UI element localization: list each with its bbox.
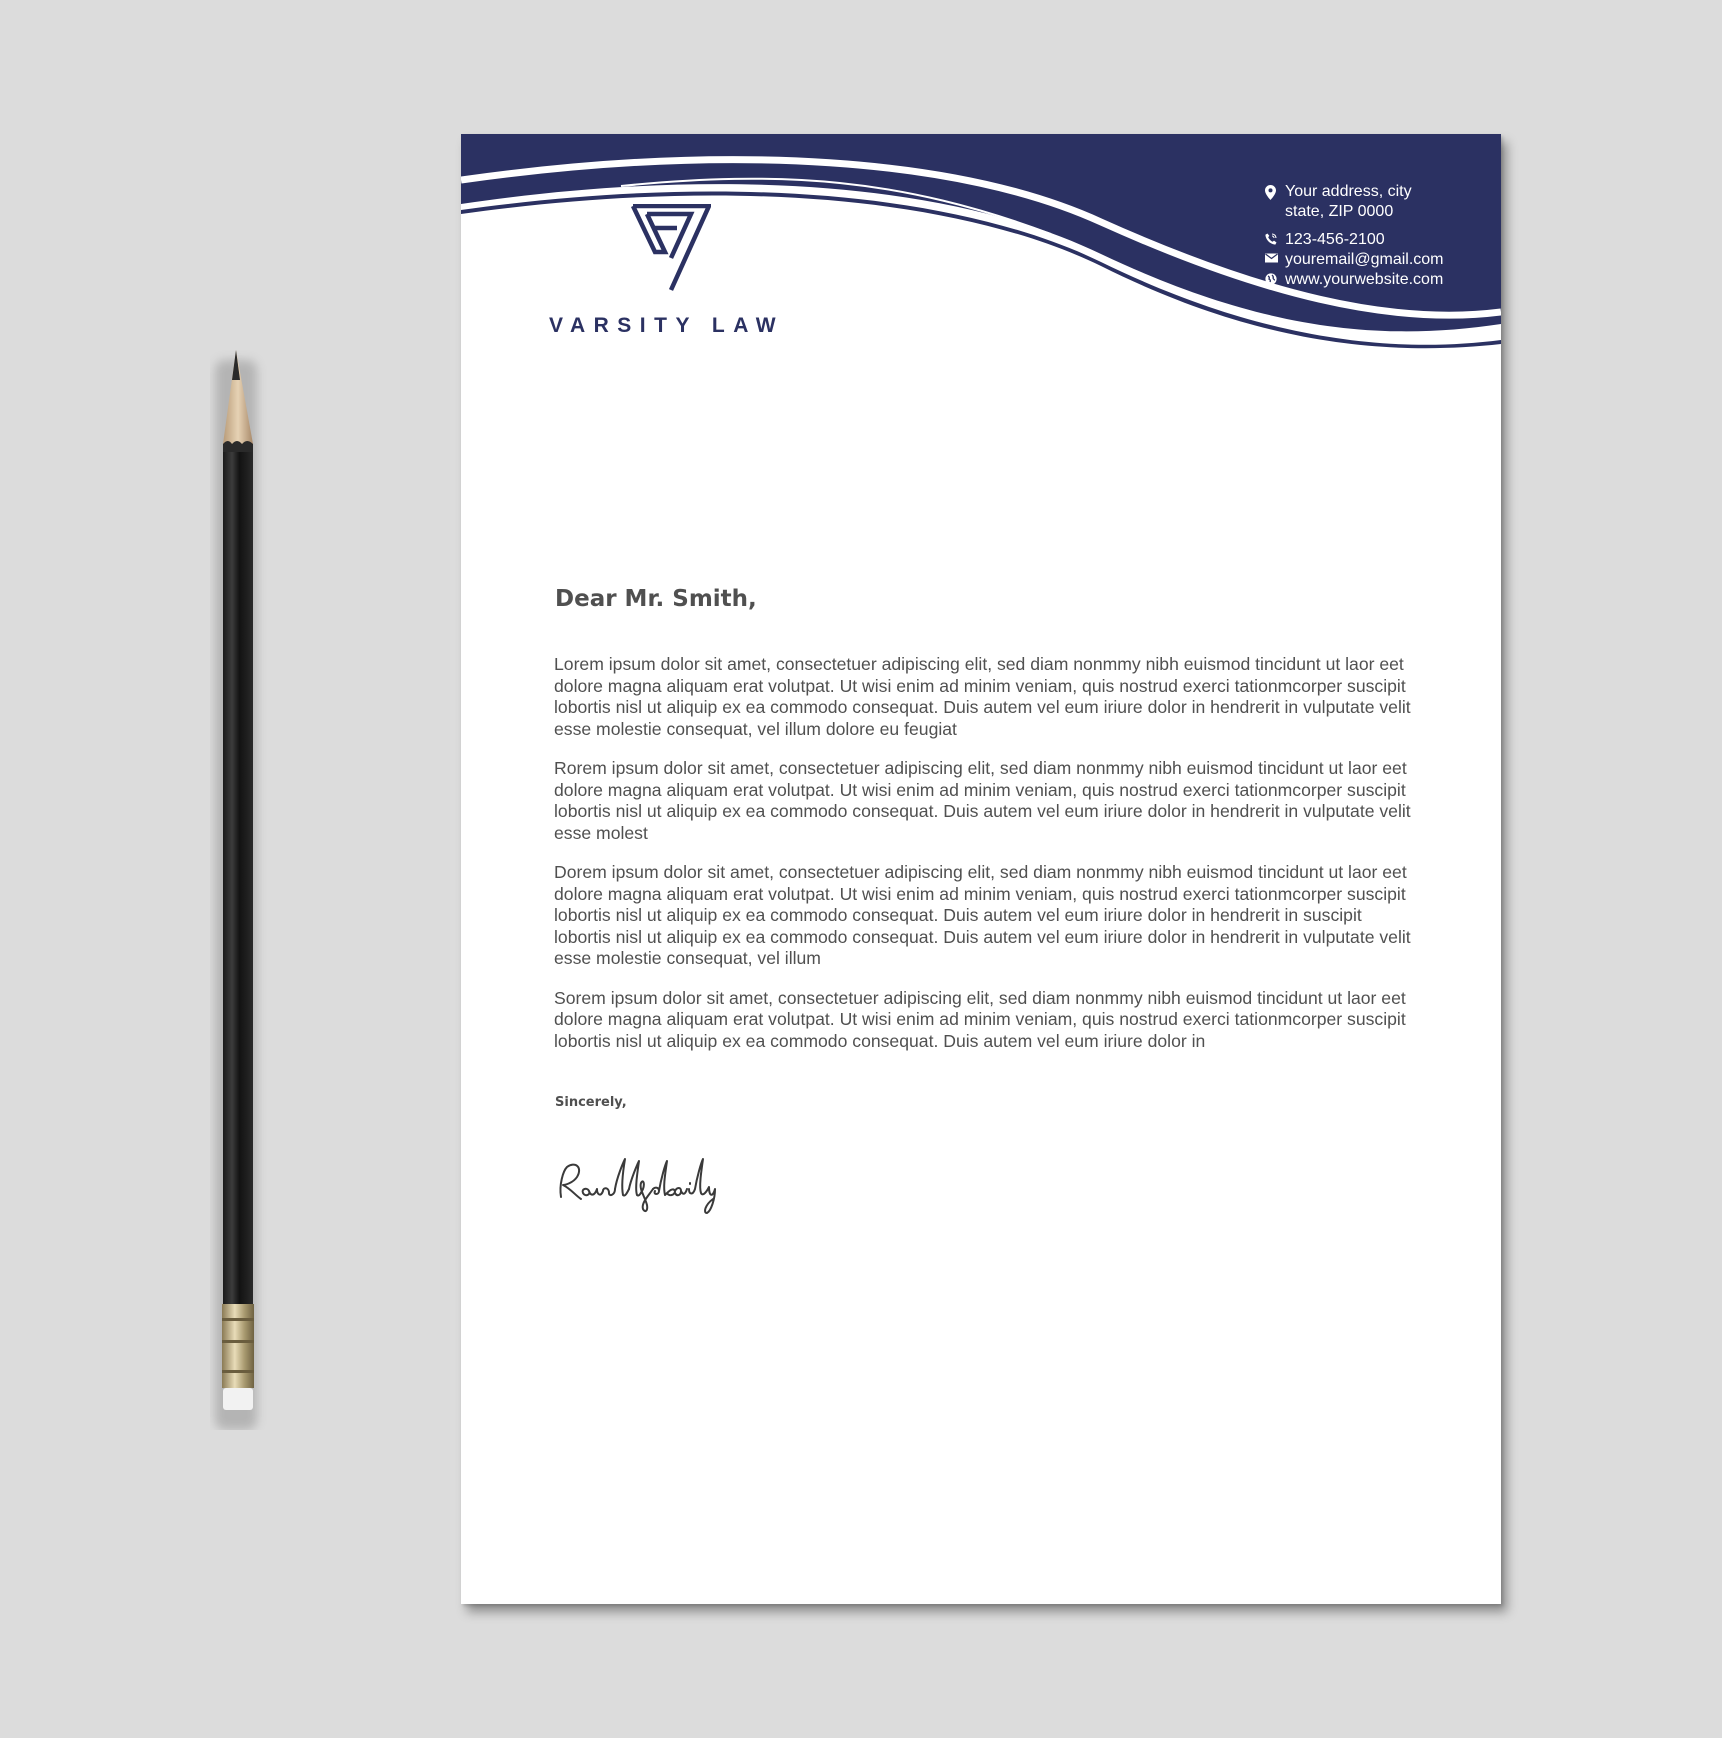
letter-body bbox=[554, 654, 1414, 1070]
handwritten-signature bbox=[553, 1149, 733, 1219]
contact-address bbox=[1265, 182, 1495, 222]
email-address: youremail@gmail.com bbox=[1285, 251, 1444, 268]
map-pin-icon bbox=[1265, 182, 1285, 200]
paragraph: Sorem ipsum dolor sit amet, consectetuer adipiscing elit, sed diam nonmmy nibh euismod tincidunt ut laor eet dolore magna aliquam erat volutpat. Ut wisi enim ad minim veniam, quis nostrud exerci tationmcorper suscipit lobortis nisl ut aliquip ex ea commodo consequat. Duis autem vel eum iriure dolor in bbox=[554, 987, 1406, 1051]
pencil-icon bbox=[210, 340, 270, 1430]
globe-icon bbox=[1265, 270, 1285, 285]
contact-website bbox=[1265, 270, 1495, 290]
closing: Sincerely, bbox=[555, 1095, 627, 1110]
triangle-v-logo-icon bbox=[631, 204, 711, 294]
envelope-icon bbox=[1265, 250, 1285, 263]
salutation: Dear Mr. Smith, bbox=[555, 586, 757, 612]
paragraph: Dorem ipsum dolor sit amet, consectetuer adipiscing elit, sed diam nonmmy nibh euismod tincidunt ut laor eet dolore magna aliquam erat volutpat. Ut wisi enim ad minim veniam, quis nostrud exerci tationmcorper suscipit lobortis nisl ut aliquip ex ea commodo consequat. Duis autem vel eum iriure dolor in hendrerit in suscipit lobortis nisl ut aliquip ex ea commodo consequat. Duis autem vel eum iriure dolor in hendrerit in vulputate velit esse molestie consequat, vel illum bbox=[554, 862, 1411, 968]
paragraph: Rorem ipsum dolor sit amet, consectetuer adipiscing elit, sed diam nonmmy nibh euismod tincidunt ut laor eet dolore magna aliquam erat volutpat. Ut wisi enim ad minim veniam, quis nostrud exerci tationmcorper suscipit lobortis nisl ut aliquip ex ea commodo consequat. Duis autem vel eum iriure dolor in hendrerit in vulputate velit esse molest bbox=[554, 758, 1411, 843]
contact-phone bbox=[1265, 230, 1495, 250]
phone-icon bbox=[1265, 230, 1285, 245]
contact-block bbox=[1265, 182, 1495, 290]
address-line-2: state, ZIP 0000 bbox=[1285, 203, 1394, 220]
letterhead-paper bbox=[461, 134, 1501, 1604]
address-line-1: Your address, city bbox=[1285, 183, 1412, 200]
paragraph: Lorem ipsum dolor sit amet, consectetuer adipiscing elit, sed diam nonmmy nibh euismod tincidunt ut laor eet dolore magna aliquam erat volutpat. Ut wisi enim ad minim veniam, quis nostrud exerci tationmcorper suscipit lobortis nisl ut aliquip ex ea commodo consequat. Duis autem vel eum iriure dolor in hendrerit in vulputate velit esse molestie consequat, vel illum dolore eu feugiat bbox=[554, 654, 1411, 739]
website-url: www.yourwebsite.com bbox=[1285, 271, 1444, 288]
company-name: VARSITY LAW bbox=[549, 314, 785, 337]
contact-email bbox=[1265, 250, 1495, 270]
phone-number: 123-456-2100 bbox=[1285, 231, 1385, 248]
